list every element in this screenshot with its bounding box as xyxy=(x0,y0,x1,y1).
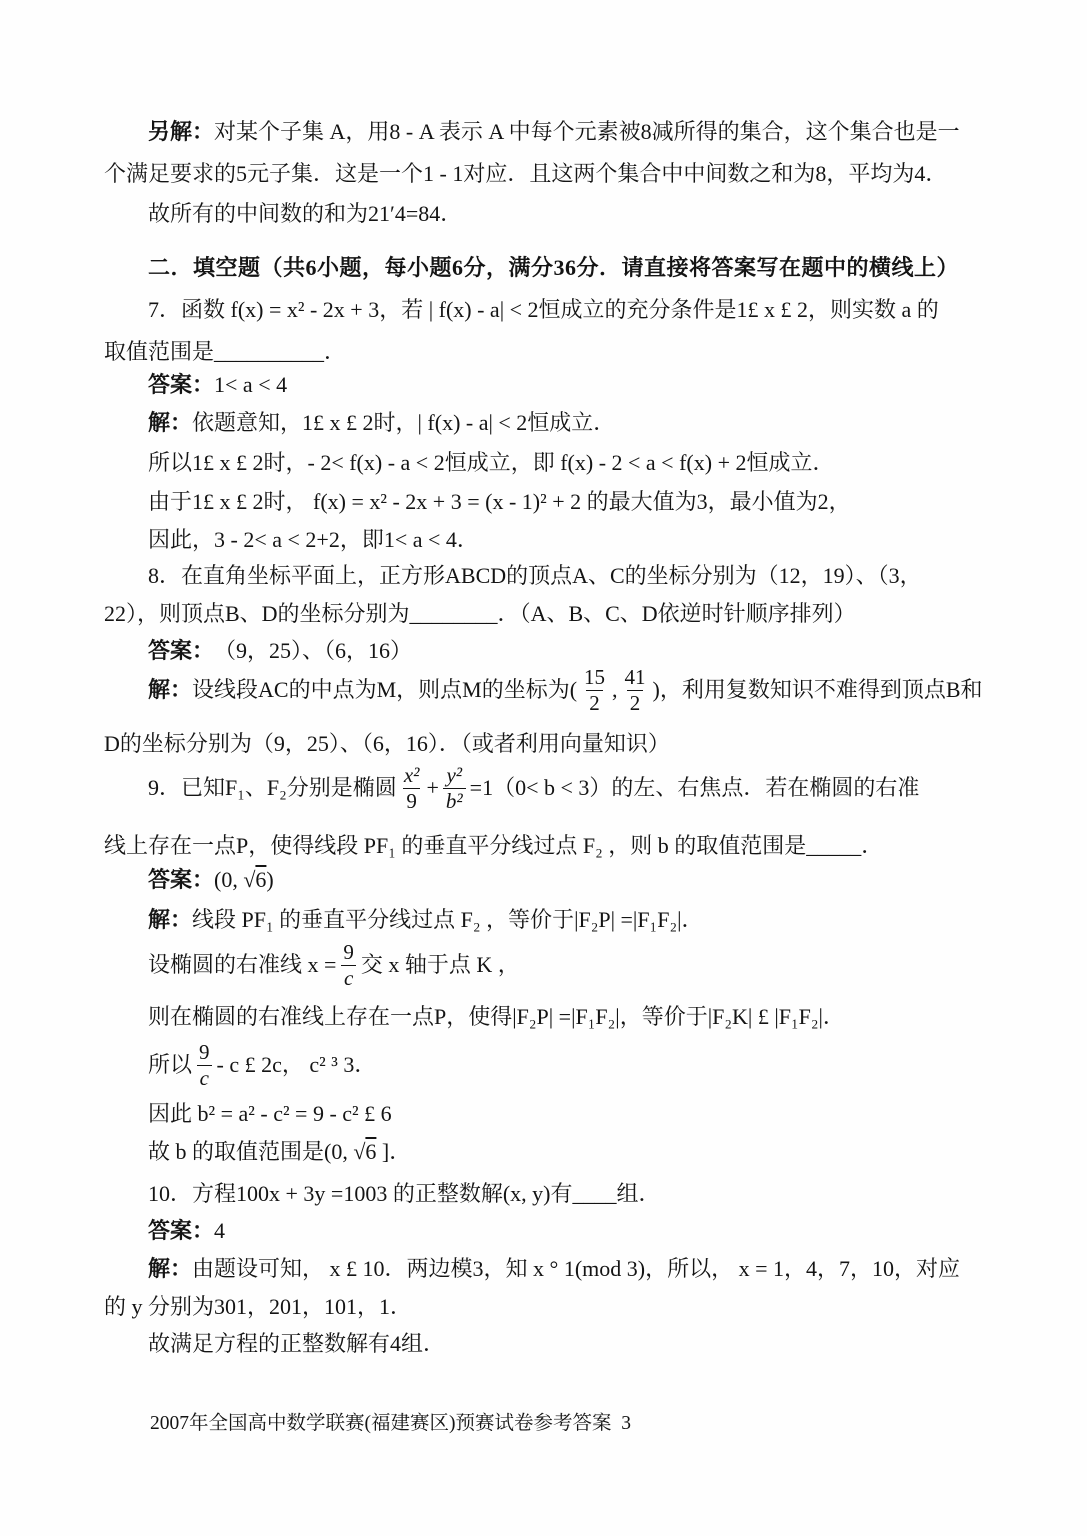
fraction-15-over-2: $\frac{15}{2}$ xyxy=(584,665,606,715)
alt-solution-label: 另解： xyxy=(148,119,215,144)
q7-answer-label: 答案： xyxy=(148,372,215,397)
q8-answer-label: 答案： xyxy=(148,638,215,663)
q9-solution-text: 线段 PF₁ 的垂直平分线过点 F₂ ，等价于|F₂P| =|F₁F₂|． xyxy=(192,907,704,932)
alt-solution-line-3: 故所有的中间数的和为21′4=84． xyxy=(148,201,463,226)
q9-solution4-text-2: - c £ 2c， c² ³ 3． xyxy=(216,1052,377,1078)
q7-answer xyxy=(148,371,287,399)
radical-sign: √ xyxy=(243,867,256,892)
fraction-41-over-2: $\frac{41}{2}$ xyxy=(624,665,646,715)
equals-one: =1 xyxy=(469,775,494,801)
q10-answer xyxy=(148,1217,225,1245)
q9-stem xyxy=(148,760,919,816)
q9-answer-pre: (0, xyxy=(214,867,244,892)
q7-solution-line-4: 因此，3 - 2< a < 2+2，即1< a < 4． xyxy=(148,527,479,552)
q9-solution-line-2 xyxy=(148,938,520,992)
q8-answer-value: （9，25）、（6，16） xyxy=(214,638,413,663)
q9-solution-line-3: 则在椭圆的右准线上存在一点P，使得|F₂P| =|F₁F₂|，等价于|F₂K| £ |F₁F₂|． xyxy=(148,1004,845,1029)
q8-solution-text-2: )，利用复数知识不难得到顶点B和 xyxy=(652,677,983,703)
q9-conclusion-pre: 故 b 的取值范围是(0, xyxy=(148,1139,354,1164)
q7-stem: 7．函数 f(x) = x² - 2x + 3，若 | f(x) - a| < 2恒成立的充分条件是1£ x £ 2，则实数 a 的 xyxy=(148,297,939,322)
fraction-x2-over-9: $\frac{\text{x²}}{9}$ xyxy=(403,763,420,813)
q7-solution-line-2: 所以1£ x £ 2时，- 2< f(x) - a < 2恒成立，即 f(x) - 2 < a < f(x) + 2恒成立． xyxy=(148,450,835,475)
section-2-header: 二．填空题（共6小题，每小题6分，满分36分．请直接将答案写在题中的横线上） xyxy=(148,255,960,280)
fraction-9-over-c-2: $\frac{9}{c}$ xyxy=(196,1041,213,1088)
q10-answer-value: 4 xyxy=(214,1218,226,1243)
q9-solution2-text-2: 交 x 轴于点 K ， xyxy=(360,952,520,978)
q9-stem-text-1: 9．已知F₁、F₂分别是椭圆 xyxy=(148,775,397,801)
q9-answer xyxy=(148,866,274,894)
q10-solution-line-2: 的 y 分别为301，201，101，1． xyxy=(104,1294,413,1319)
fraction-9-over-c: $\frac{9}{c}$ xyxy=(340,941,357,988)
q9-solution-line-4 xyxy=(148,1038,376,1092)
q9-conclusion-post: ]． xyxy=(376,1139,412,1164)
q9-solution4-text-1: 所以 xyxy=(148,1052,193,1078)
alt-solution-text: 对某个子集 A，用8 - A 表示 A 中每个元素被8减所得的集合，这个集合也是一 xyxy=(214,119,960,144)
plus-sign: + xyxy=(426,775,439,801)
fraction-y2-over-b2: $\frac{\text{y²}}{\text{b²}}$ xyxy=(443,764,466,811)
q8-answer xyxy=(148,637,412,665)
page-footer: 2007年全国高中数学联赛(福建赛区)预赛试卷参考答案 3 xyxy=(150,1413,631,1434)
q7-solution-line-3: 由于1£ x £ 2时， f(x) = x² - 2x + 3 = (x - 1)² + 2 的最大值为3，最小值为2， xyxy=(148,489,851,514)
q9-solution-label: 解： xyxy=(148,907,193,932)
q9-stem-continued: 线上存在一点P，使得线段 PF₁ 的垂直平分线过点 F₂ ，则 b 的取值范围是_____． xyxy=(104,833,884,858)
q9-answer-label: 答案： xyxy=(148,867,215,892)
q8-solution-line-1 xyxy=(148,664,983,716)
q9-solution-line-5: 因此 b² = a² - c² = 9 - c² £ 6 xyxy=(148,1101,392,1126)
q7-solution-text: 依题意知，1£ x £ 2时，| f(x) - a| < 2恒成立． xyxy=(192,410,616,435)
q8-solution-label: 解： xyxy=(148,677,193,703)
radicand-6: 6 xyxy=(255,867,267,892)
q10-stem: 10．方程100x + 3y =1003 的正整数解(x, y)有____组． xyxy=(148,1181,661,1206)
q9-solution-line-1 xyxy=(148,906,704,934)
q8-solution-text-1: 设线段AC的中点为M，则点M的坐标为( xyxy=(192,677,578,703)
q10-solution-label: 解： xyxy=(148,1256,193,1281)
q9-answer-post: ) xyxy=(266,867,274,892)
q7-stem-continued: 取值范围是__________． xyxy=(104,339,347,364)
radicand-6-2: 6 xyxy=(365,1139,377,1164)
fraction-separator: , xyxy=(612,677,618,703)
q10-solution-line-3: 故满足方程的正整数解有4组． xyxy=(148,1331,446,1356)
q10-solution-text: 由题设可知， x £ 10．两边模3，知 x ° 1(mod 3)，所以， x = 1，4，7，10，对应 xyxy=(192,1256,960,1281)
q9-solution2-text-1: 设椭圆的右准线 x = xyxy=(148,952,337,978)
q7-solution-label: 解： xyxy=(148,410,193,435)
alt-solution-line-1 xyxy=(148,118,960,146)
q9-stem-text-2: （0< b < 3）的左、右焦点．若在椭圆的右准 xyxy=(493,775,920,801)
q7-answer-value: 1< a < 4 xyxy=(214,372,288,397)
q8-stem-continued: 22），则顶点B、D的坐标分别为________．（A、B、C、D依逆时针顺序排列） xyxy=(104,601,856,626)
q8-stem: 8．在直角坐标平面上，正方形ABCD的顶点A、C的坐标分别为（12，19）、（3， xyxy=(148,563,922,588)
q10-solution-line-1 xyxy=(148,1255,960,1283)
q10-answer-label: 答案： xyxy=(148,1218,215,1243)
q7-solution-line-1 xyxy=(148,409,615,437)
q8-solution-line-2: D的坐标分别为（9，25）、（6，16）．（或者利用向量知识） xyxy=(104,731,670,756)
radical-sign-2: √ xyxy=(353,1139,366,1164)
alt-solution-line-2: 个满足要求的5元子集．这是一个1 - 1对应．且这两个集合中中间数之和为8，平均为4． xyxy=(104,161,948,186)
q9-solution-line-6 xyxy=(148,1138,411,1166)
